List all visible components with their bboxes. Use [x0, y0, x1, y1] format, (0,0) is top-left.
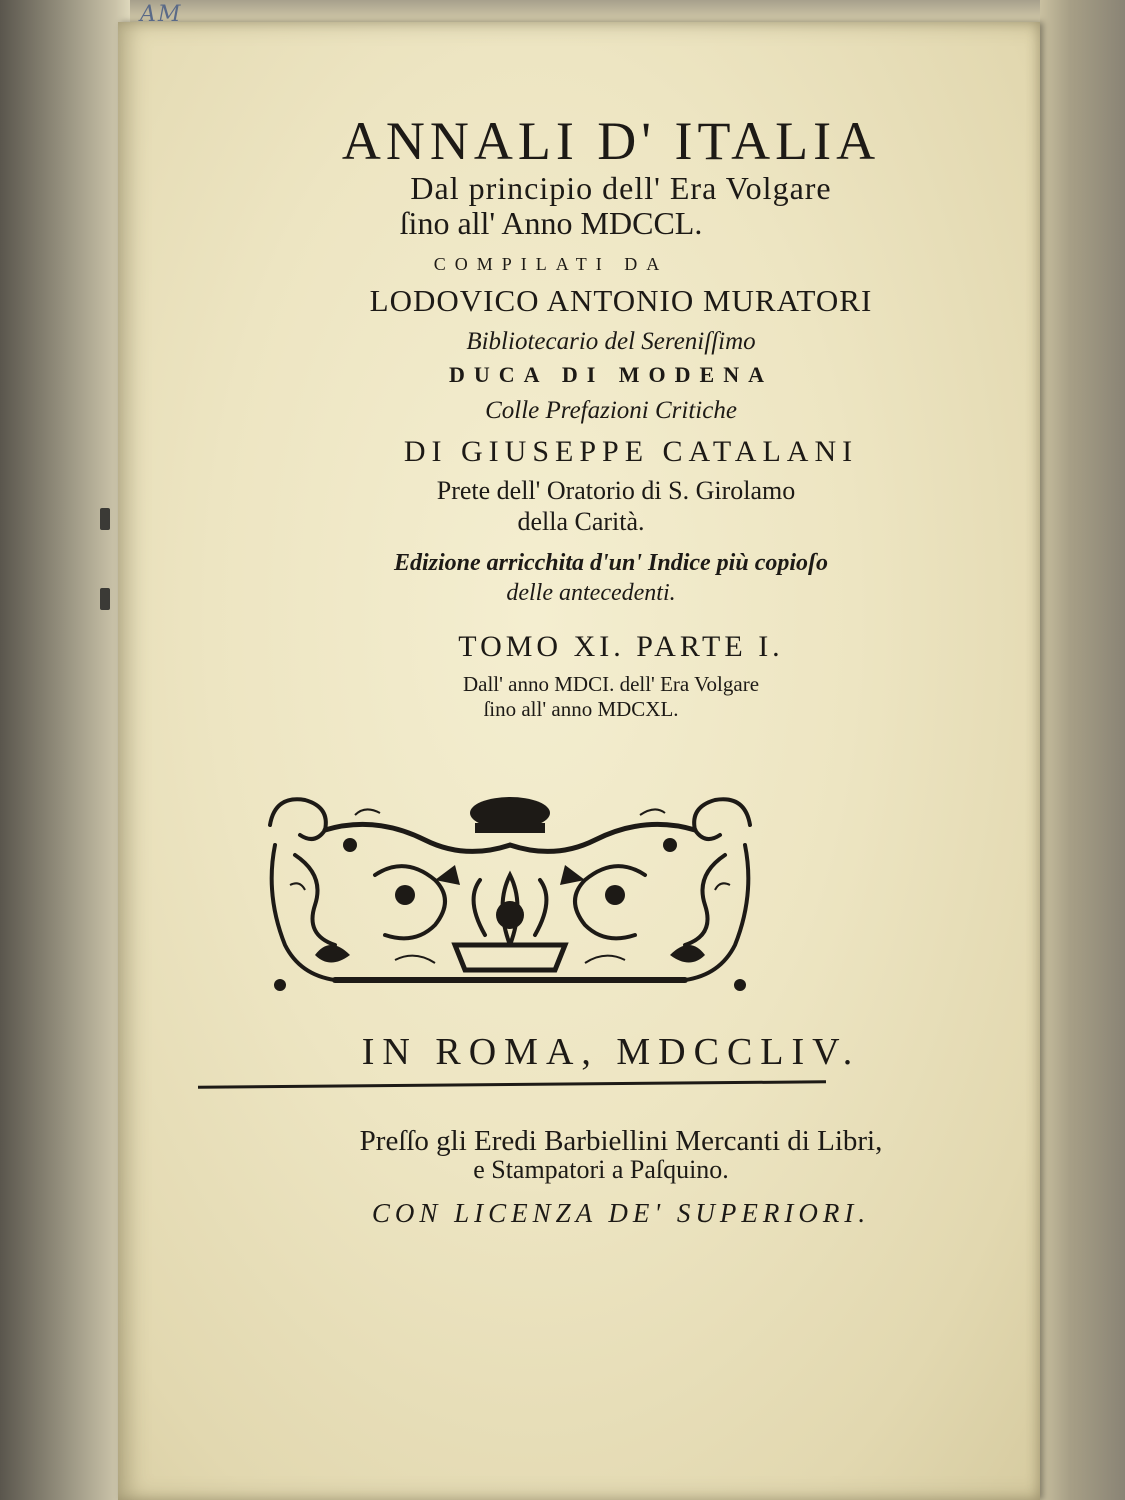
binding-clip: [100, 508, 110, 530]
prefaces-line: Colle Prefazioni Critiche: [485, 397, 737, 424]
edition-line-2: delle antecedenti.: [506, 580, 676, 606]
binding-clip: [100, 588, 110, 610]
subtitle-line-2: ſino all' Anno MDCCL.: [399, 205, 703, 241]
author-role: Bibliotecario del Sereniſſimo: [466, 328, 756, 355]
range-line-1: Dall' anno MDCI. dell' Era Volgare: [462, 672, 760, 696]
book-title: ANNALI D' ITALIA: [341, 111, 881, 171]
editor-name: DI GIUSEPPE CATALANI: [403, 435, 859, 468]
imprint-place-date: IN ROMA, MDCCLIV.: [361, 1031, 861, 1073]
volume-line: TOMO XI. PARTE I.: [458, 630, 784, 663]
author-name: LODOVICO ANTONIO MURATORI: [369, 283, 873, 318]
baroque-vignette-icon: [255, 785, 765, 995]
range-line-2: ſino all' anno MDCXL.: [483, 697, 679, 721]
subtitle-line-1: Dal principio dell' Era Volgare: [410, 170, 832, 206]
page-edge-right: [1040, 0, 1125, 1500]
duke-line: DUCA DI MODENA: [449, 362, 773, 387]
title-page: [118, 22, 1040, 1500]
license-line: CON LICENZA DE' SUPERIORI.: [371, 1198, 871, 1228]
edition-line-1: Edizione arricchita d'un' Indice più copioſo: [393, 550, 829, 576]
handwritten-note: AM: [140, 2, 183, 27]
page-edge-top: [130, 0, 1040, 24]
editor-role-line-1: Prete dell' Oratorio di S. Girolamo: [436, 476, 796, 505]
publisher-line-1: Preſſo gli Eredi Barbiellini Mercanti di Libri,: [359, 1125, 883, 1157]
compiled-by: COMPILATI DA: [433, 254, 669, 274]
editor-role-line-2: della Carità.: [517, 507, 645, 536]
publisher-line-2: e Stampatori a Paſquino.: [473, 1155, 729, 1184]
